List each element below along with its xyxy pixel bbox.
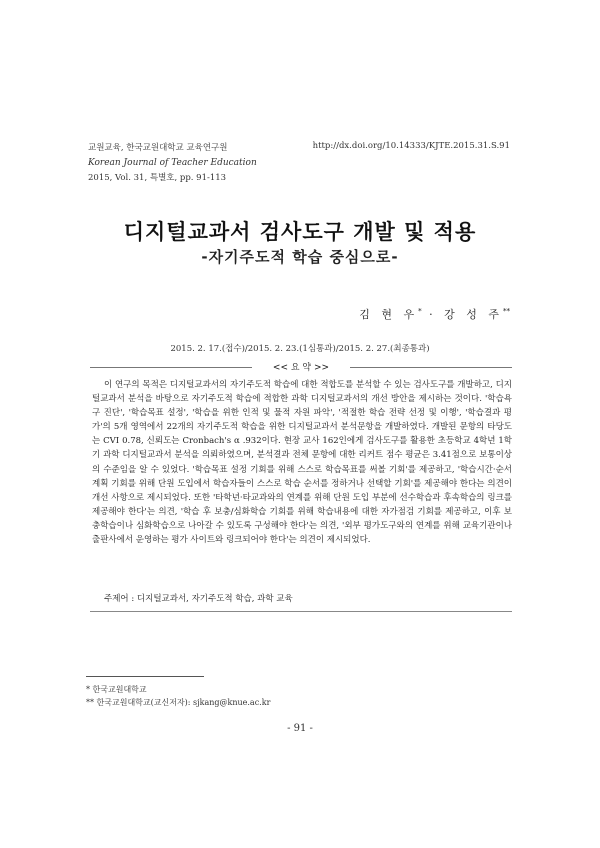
author-2: 강 성 주	[444, 308, 503, 321]
author-1-mark: *	[418, 307, 422, 316]
footnote-2: ** 한국교원대학교(교신저자): sjkang@knue.ac.kr	[86, 698, 271, 707]
keywords-label: 주제어 :	[104, 594, 135, 604]
keywords-divider	[90, 611, 512, 612]
doi-link[interactable]: http://dx.doi.org/10.14333/KJTE.2015.31.S.91	[312, 141, 510, 151]
keywords-text: 디지털교과서, 자기주도적 학습, 과학 교육	[136, 594, 293, 604]
footnote-divider	[86, 676, 204, 677]
abstract-heading	[90, 360, 512, 374]
submission-dates: 2015. 2. 17.(접수)/2015. 2. 23.(1심통과)/2015. 2. 27.(최종통과)	[170, 344, 430, 354]
author-list	[359, 306, 510, 322]
paper-title: 디지털교과서 검사도구 개발 및 적용	[123, 220, 477, 244]
journal-name-english: Korean Journal of Teacher Education	[88, 158, 257, 168]
keywords	[104, 592, 293, 604]
footnote-1: * 한국교원대학교	[86, 685, 147, 694]
abstract-heading-rule-right	[350, 367, 512, 368]
author-1: 김 현 우	[359, 308, 419, 321]
journal-volume: 2015, Vol. 31, 특별호, pp. 91-113	[88, 173, 227, 183]
page-number: - 91 -	[287, 723, 313, 734]
paper-subtitle: -자기주도적 학습 중심으로-	[201, 248, 399, 266]
journal-header	[88, 141, 257, 186]
abstract-body: 이 연구의 목적은 디지털교과서의 자기주도적 학습에 대한 적합도를 분석할 수 있는 검사도구를 개발하고, 디지털교과서 분석을 바탕으로 자기주도적 학습에 적합한 과학 디지털교과서의 개선 방안을 제시하는 것이다. '학습욕구 진단', '학습목표 설정', '학습을 위한 인적 및 물적 자원 파악', '적절한 학습 전략 선정 및 이행', '학습결과 평가'의 5개 영역에서 22개의 자기주도적 학습을 위한 디지털교과서 분석문항을 개발하였다. 개발된 문항의 타당도는 CVI 0.78, 신뢰도는 Cronbach's α .932이다. 현장 교사 162인에게 검사도구를 활용한 초등학교 4학년 1학기 과학 디지털교과서 분석을 의뢰하였으며, 분석결과 전체 문항에 대한 리커트 점수 평균은 3.41점으로 보통이상의 수준임을 알 수 있었다. '학습목표 설정 기회를 위해 스스로 학습목표를 써볼 기회'를 제공하고, '학습시간·순서 계획 기회를 위해 단원 도입에서 학습자들이 스스로 학습 순서를 정하거나 선택할 기회'를 제공해야 한다는 의견이 개선 사항으로 제시되었다. 또한 '타학년·타교과와의 연계를 위해 단원 도입 부분에 선수학습과 후속학습의 링크를 제공해야 한다'는 의견, '학습 후 보충/심화학습 기회를 위해 학습내용에 대한 자가점검 기회를 제공하고, 이후 보충학습이나 심화학습으로 나아갈 수 있도록 구성해야 한다'는 의견, '외부 평가도구와의 연계를 위해 교육기관이나 출판사에서 운영하는 평가 사이트와 링크되어야 한다'는 의견이 제시되었다.	[92, 380, 512, 546]
author-2-mark: **	[503, 307, 510, 316]
journal-name-korean: 교원교육, 한국교원대학교 교육연구원	[88, 143, 228, 153]
author-separator: ·	[421, 308, 445, 321]
abstract-heading-label: << 요 약 >>	[272, 363, 330, 373]
